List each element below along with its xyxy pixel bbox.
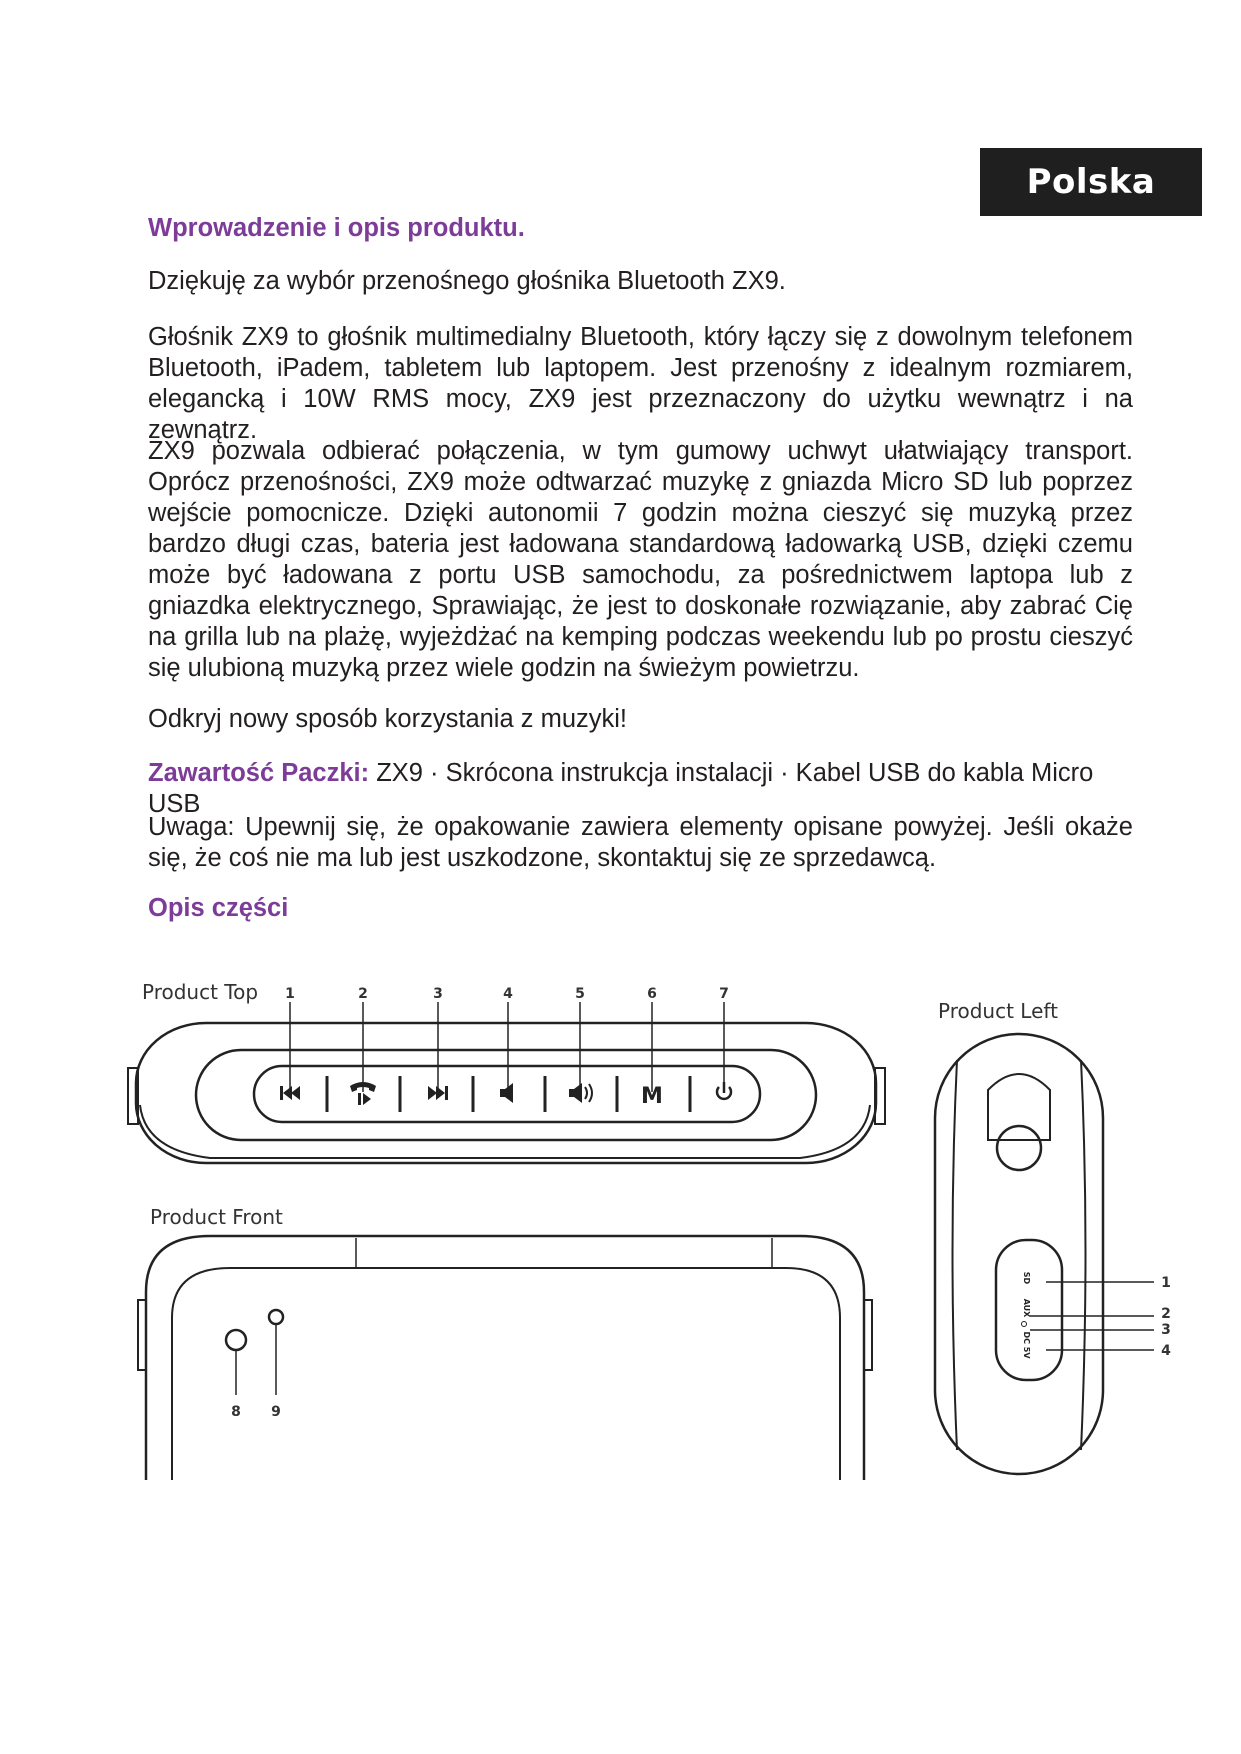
parts-heading: Opis części	[148, 894, 289, 922]
top-leader-lines	[290, 1002, 724, 1092]
left-callout-numbers	[1161, 1275, 1171, 1359]
note: Uwaga: Upewnij się, że opakowanie zawiera elementy opisane powyżej. Jeśli okaże się, że coś nie ma lub jest uszkodzone, skontaktuj się ze sprzedawcą.	[148, 813, 1133, 872]
callout-number: 4	[1161, 1343, 1171, 1359]
language-badge: Polska	[980, 148, 1202, 216]
intro-closing: Odkryj nowy sposób korzystania z muzyki!	[148, 705, 627, 733]
top-callout-numbers	[285, 986, 729, 1002]
left-leader-lines	[1030, 1282, 1154, 1350]
port-label-dc: DC 5V	[1022, 1331, 1031, 1359]
intro-thanks: Dziękuję za wybór przenośnego głośnika Bluetooth ZX9.	[148, 267, 786, 295]
product-left-label: Product Left	[938, 999, 1058, 1023]
product-left-drawing	[935, 1034, 1103, 1474]
callout-number: 1	[285, 986, 295, 1002]
callout-number: 8	[231, 1404, 241, 1420]
intro-paragraph-1: Głośnik ZX9 to głośnik multimedialny Bluetooth, który łączy się z dowolnym telefonem Bluetooth, iPadem, tabletem lub laptopem. Jest przenośny z idealnym rozmiarem, elegancką i 10W RMS mocy, ZX9 jest przeznaczony do użytku wewnątrz i na zewnątrz.	[148, 323, 1133, 444]
callout-number: 2	[1161, 1306, 1171, 1322]
callout-number: 3	[1161, 1322, 1171, 1338]
phone-icon	[350, 1082, 376, 1105]
intro-paragraph-2: ZX9 pozwala odbierać połączenia, w tym gumowy uchwyt ułatwiający transport. Oprócz przenośności, ZX9 może odtwarzać muzykę z gniazda Micro SD lub poprzez wejście pomocnicze. Dzięki autonomii 7 godzin można cieszyć się muzyką przez bardzo długi czas, bateria jest ładowana standardową ładowarką USB, dzięki czemu może być ładowana z portu USB samochodu, za pośrednictwem laptopa lub z gniazdka elektrycznego, Sprawiając, że jest to doskonałe rozwiązanie, aby zabrać Cię na grilla lub na plażę, wyjeżdżać na kemping podczas weekendu lub po prostu cieszyć się ulubioną muzyką przez wiele godzin na świeżym powietrzu.	[148, 437, 1133, 682]
callout-number: 2	[358, 986, 368, 1002]
side-ports	[1022, 1272, 1032, 1360]
power-icon	[717, 1082, 731, 1099]
intro-heading: Wprowadzenie i opis produktu.	[148, 214, 525, 242]
callout-number: 9	[271, 1404, 281, 1420]
callout-number: 4	[503, 986, 513, 1002]
package-label: Zawartość Paczki:	[148, 759, 370, 787]
callout-number: 3	[433, 986, 443, 1002]
port-label-sd: SD	[1022, 1271, 1031, 1285]
callout-number: 6	[647, 986, 657, 1002]
product-front-drawing	[138, 1236, 872, 1480]
top-button-icons	[280, 1082, 731, 1109]
callout-number: 1	[1161, 1275, 1171, 1291]
volume-down-icon	[500, 1083, 513, 1103]
product-front-label: Product Front	[150, 1205, 283, 1229]
callout-number: 7	[719, 986, 729, 1002]
mode-button-label: M	[641, 1084, 663, 1109]
port-label-aux: AUX	[1022, 1298, 1031, 1318]
product-top-label: Product Top	[142, 980, 259, 1004]
callout-number: 5	[575, 986, 585, 1002]
next-track-icon	[428, 1086, 448, 1100]
package-items: ZX9 · Skrócona instrukcja instalacji · Kabel USB do kabla Micro USB	[148, 759, 1094, 818]
volume-up-icon	[569, 1083, 592, 1103]
previous-track-icon	[280, 1086, 300, 1100]
